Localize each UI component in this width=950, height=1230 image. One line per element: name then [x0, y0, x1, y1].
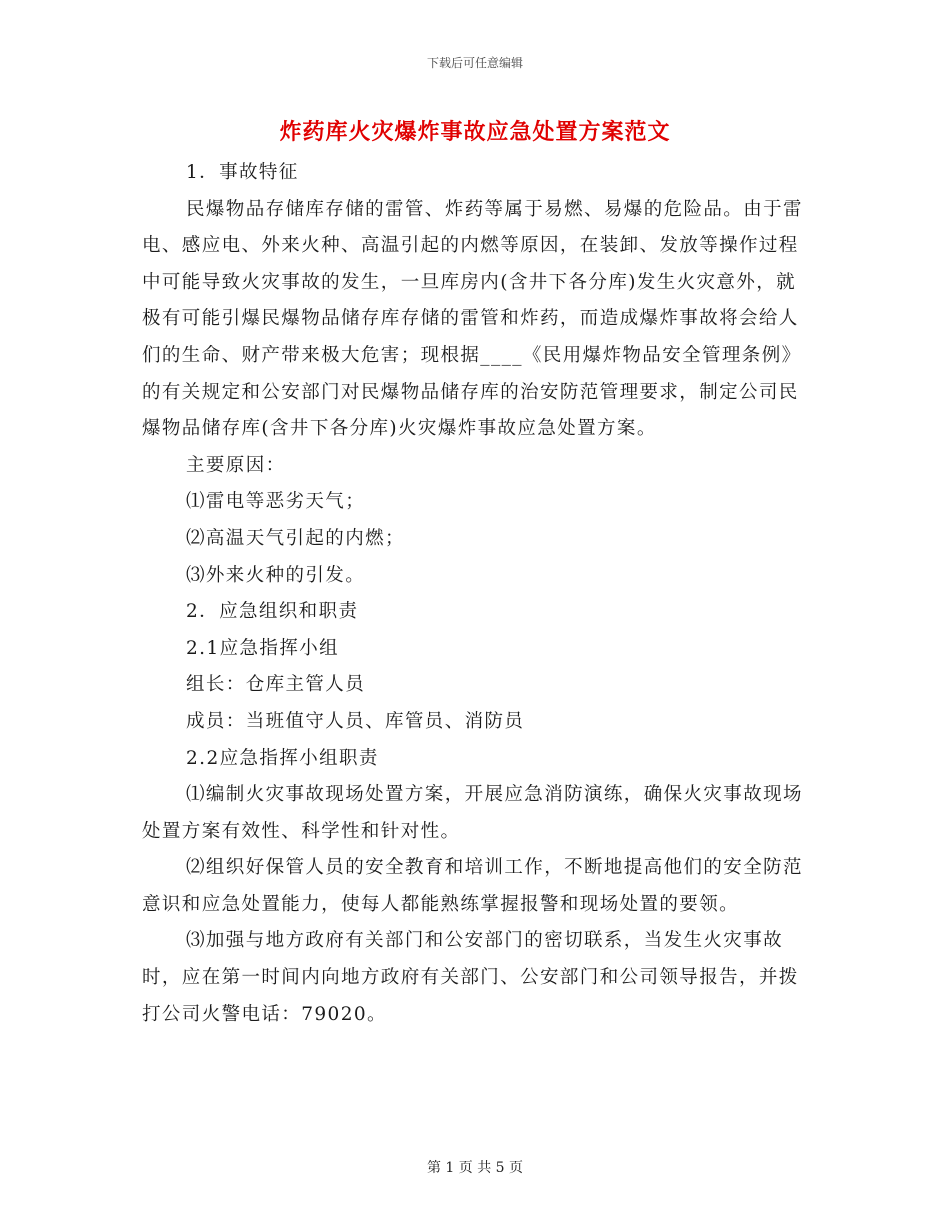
list-item: ⑶加强与地方政府有关部门和公安部门的密切联系，当发生火灾事故时，应在第一时间内向地方政府有关部门、公安部门和公司领导报告，并拨打公司火警电话：79020。: [142, 930, 799, 1025]
list-item: ⑵组织好保管人员的安全教育和培训工作，不断地提高他们的安全防范意识和应急处置能力，使每人都能熟练掌握报警和现场处置的要领。: [142, 857, 803, 915]
list-item: ⑴编制火灾事故现场处置方案，开展应急消防演练，确保火灾事故现场处置方案有效性、科学性和针对性。: [142, 784, 803, 842]
list-item: ⑴雷电等恶劣天气；: [186, 491, 366, 513]
body-paragraph: 民爆物品存储库存储的雷管、炸药等属于易燃、易爆的危险品。由于雷电、感应电、外来火种、高温引起的内燃等原因，在装卸、发放等操作过程中可能导致火灾事故的发生，一旦库房内(含井下各分库)发生火灾意外，就极有可能引爆民爆物品储存库存储的雷管和炸药，而造成爆炸事故将会给人们的生命、财产带来极大危害；现根据____《民用爆炸物品安全管理条例》的有关规定和公安部门对民爆物品储存库的治安防范管理要求，制定公司民爆物品储存库(含井下各分库)火灾爆炸事故应急处置方案。: [142, 198, 803, 440]
document-title: 炸药库火灾爆炸事故应急处置方案范文: [279, 119, 671, 145]
list-item: ⑵高温天气引起的内燃；: [186, 527, 405, 549]
page-footer: 第 1 页 共 5 页: [426, 1160, 524, 1176]
document-body: [142, 155, 814, 1033]
subsection-heading: 2.1应急指挥小组: [186, 637, 340, 659]
section-heading: 2．应急组织和职责: [186, 601, 359, 623]
section-heading: 1．事故特征: [186, 162, 299, 183]
subsection-heading: 2.2应急指挥小组职责: [186, 747, 379, 769]
body-paragraph: 组长：仓库主管人员: [186, 674, 366, 696]
page-header-note: 下载后可任意编辑: [426, 56, 523, 70]
list-item: ⑶外来火种的引发。: [186, 564, 366, 586]
body-paragraph: 主要原因：: [186, 454, 286, 476]
body-paragraph: 成员：当班值守人员、库管员、消防员: [186, 710, 525, 732]
